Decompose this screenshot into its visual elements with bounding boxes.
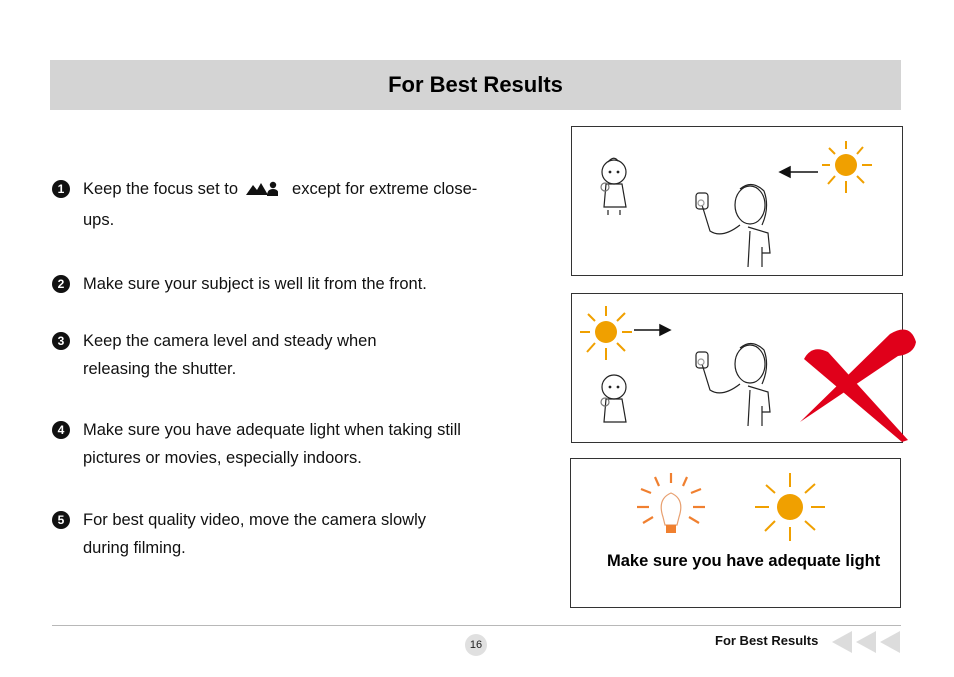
adequate-light-caption: Make sure you have adequate light [607,552,881,570]
footer-section-title: For Best Results [715,633,819,648]
illustration-back-light [571,293,903,443]
photographer-icon [696,343,770,426]
tip-item-3 [52,327,482,383]
child-subject-icon [601,158,626,215]
tip-text-5: For best quality video, move the camera slowly during filming. [83,511,426,557]
tip-item-5 [52,506,482,562]
sun-icon [755,473,825,541]
tip-item-1 [52,175,482,234]
number-badge-2: 2 [52,275,70,293]
page-title-bar [50,60,901,110]
tip-text-2: Make sure your subject is well lit from the front. [83,275,427,293]
photographer-icon [696,184,770,267]
illustration-adequate-light [570,458,901,608]
tip-text-4: Make sure you have adequate light when taking still pictures or movies, especially indoors. [83,421,461,467]
page-title: For Best Results [388,72,563,97]
number-badge-4: 4 [52,421,70,439]
footer-divider [52,625,901,626]
tip-item-2 [52,270,482,298]
arrow-right-icon [634,325,670,335]
number-badge-1: 1 [52,180,70,198]
sun-icon [822,141,872,193]
tip-item-4 [52,416,482,472]
sun-icon [580,306,632,360]
tip-text-3: Keep the camera level and steady when releasing the shutter. [83,332,377,378]
page-number: 16 [465,634,487,656]
child-subject-icon [601,375,626,422]
arrow-left-icon [780,167,818,177]
number-badge-5: 5 [52,511,70,529]
tip-text-1: Keep the focus set to except for extreme close-ups. [83,180,478,229]
light-bulb-icon [637,473,705,533]
red-cross-icon [800,330,916,443]
illustration-front-light [571,126,903,276]
back-arrows-icon[interactable] [832,630,904,659]
number-badge-3: 3 [52,332,70,350]
landscape-focus-icon [246,178,278,206]
